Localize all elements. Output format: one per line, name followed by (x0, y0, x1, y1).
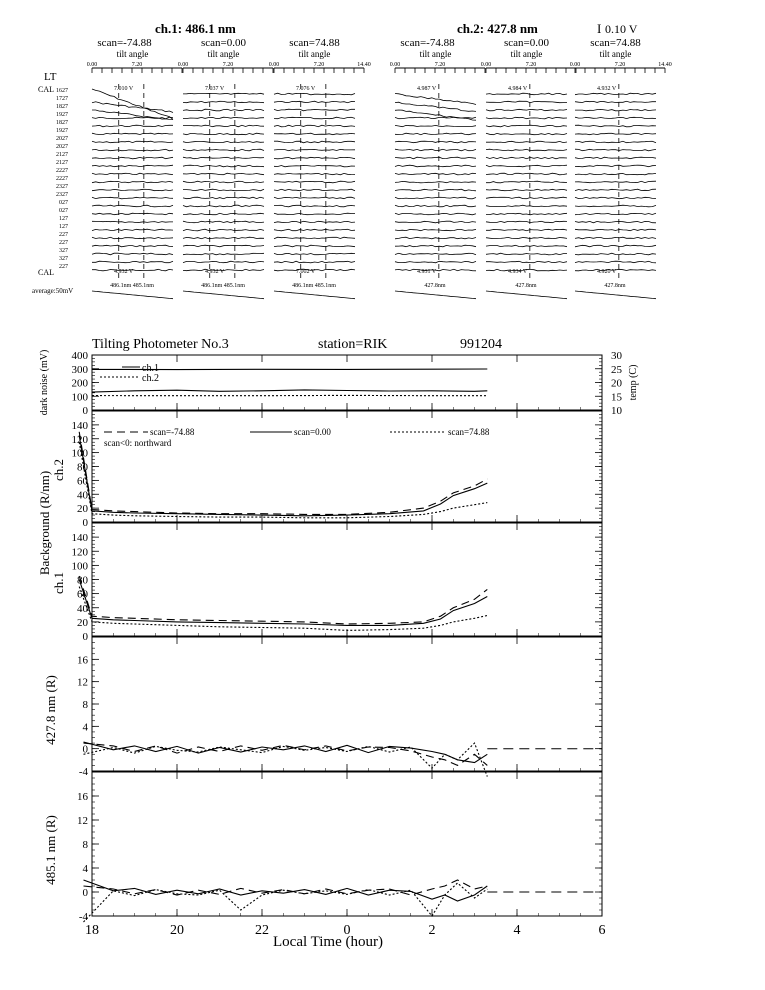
scan-trace (274, 173, 355, 174)
tilt-label: tilt angle (116, 49, 149, 59)
scan-trace (575, 261, 656, 263)
series-label: ch.1 (142, 363, 159, 374)
scan-trace (274, 157, 355, 159)
tilt-tick-label: 7.20 (614, 62, 626, 68)
scan-trace (486, 133, 567, 134)
scan-trace (183, 117, 264, 118)
tilt-label: tilt angle (599, 49, 632, 59)
y-tick-label: 12 (77, 815, 88, 827)
x-tick-label: 22 (255, 923, 269, 938)
y-tick-label: 8 (82, 699, 88, 711)
scan-trace (274, 205, 355, 207)
scan-trace (183, 133, 264, 135)
scan-trace (183, 173, 264, 175)
scan-trace (575, 133, 656, 134)
scan-trace (183, 253, 264, 255)
scan-trace (183, 229, 264, 231)
y-tick-label: 400 (71, 350, 88, 362)
tilt-tick-label: 7.20 (222, 62, 234, 68)
x-tick-label: 2 (428, 923, 436, 938)
x-tick-label: 4 (513, 923, 521, 938)
voltage-top: 4.987 V (417, 86, 437, 92)
scan-trace (274, 245, 355, 247)
series-line (84, 880, 488, 901)
scan-subpanel (178, 37, 273, 299)
y-axis-label: ch.1 (51, 571, 66, 595)
voltage-bottom: 7.002 V (296, 269, 316, 275)
scan-trace (274, 93, 355, 95)
y-axis-label: 485.1 nm (R) (43, 815, 58, 885)
filter-label: 427.8nm (604, 283, 626, 289)
scan-trace (183, 205, 264, 207)
y-tick-label: 200 (71, 377, 88, 390)
tilt-label: tilt angle (510, 49, 543, 59)
y-tick-label: 100 (71, 447, 88, 460)
filter-label: 427.8nm (424, 283, 446, 289)
scan-trace (395, 197, 476, 199)
hour-row-label: 127 (59, 224, 68, 230)
hour-row-label: 1827 (56, 104, 68, 110)
scan-trace (183, 109, 264, 111)
scan-trace (183, 165, 264, 167)
scan-trace (575, 221, 656, 222)
y-axis-label: ch.2 (51, 458, 66, 482)
scan-trace (395, 205, 476, 207)
y-tick-label: 80 (77, 574, 88, 587)
scan-label: scan=-74.88 (97, 37, 152, 49)
y-tick-label: 8 (82, 839, 88, 851)
legend (104, 427, 490, 448)
scan-trace (183, 93, 264, 94)
legend-scan1: scan=-74.88 (150, 427, 195, 437)
scan-trace (274, 213, 355, 215)
scan-trace (183, 157, 264, 159)
scan-trace (575, 157, 656, 159)
y2-tick-label: 10 (611, 405, 622, 417)
scan-trace (575, 205, 656, 207)
y-tick-label: 20 (77, 616, 88, 629)
y2-tick-label: 25 (611, 363, 622, 376)
series-line (79, 442, 487, 518)
y-tick-label: 60 (77, 588, 88, 601)
scan-trace (486, 165, 567, 167)
tilt-tick-label: 0.00 (268, 62, 280, 68)
scan-trace (92, 141, 173, 143)
ch1-title: ch.1: 486.1 nm (155, 21, 236, 36)
y-tick-label: 4 (82, 863, 88, 875)
scan-trace (486, 261, 567, 262)
scan-trace (92, 149, 173, 151)
tilt-tick-label: 7.20 (313, 62, 325, 68)
tilt-label: tilt angle (207, 49, 240, 59)
voltage-bottom: 4.934 V (508, 269, 528, 275)
scan-trace (274, 165, 355, 166)
tilt-tick-label: 7.20 (525, 62, 537, 68)
y-tick-label: 12 (77, 676, 88, 689)
scan-trace (274, 197, 355, 199)
scan-trace (395, 221, 476, 223)
scan-trace (92, 157, 173, 159)
y-tick-label: 60 (77, 475, 88, 488)
y2-axis-label: temp (C) (628, 364, 639, 401)
hour-row-label: 1927 (56, 128, 68, 134)
scan-subpanel (390, 37, 485, 299)
scan-trace (274, 181, 355, 183)
average-trace (486, 291, 567, 299)
scan-trace (395, 94, 476, 105)
hour-row-label: 2327 (56, 192, 68, 198)
scan-trace (274, 141, 355, 143)
series-label: ch.2 (142, 373, 159, 384)
scan-trace (575, 245, 656, 247)
y-tick-label: 0 (82, 631, 88, 643)
scan-trace (486, 229, 567, 230)
legend-scan3: scan=74.88 (448, 427, 490, 437)
x-tick-label: 0 (343, 923, 351, 938)
voltage-bottom: 4.920 V (597, 269, 617, 275)
lt-label: LT (44, 71, 57, 83)
scan-trace (486, 189, 567, 190)
scan-subpanel (570, 37, 672, 299)
scan-trace (92, 229, 173, 230)
scan-trace (575, 93, 656, 95)
scan-trace (183, 237, 264, 239)
scan-trace (395, 165, 476, 167)
hour-row-label: 2027 (56, 136, 68, 142)
panel-frame (92, 637, 602, 771)
chart-panel (43, 637, 602, 778)
scan-trace (92, 102, 173, 113)
y-tick-label: 20 (77, 503, 88, 516)
scan-trace (92, 253, 173, 255)
scan-trace (486, 213, 567, 215)
filter-label: 427.8nm (515, 283, 537, 289)
filter-label: 486.1nm 485.1nm (201, 283, 245, 289)
scan-trace (183, 149, 264, 151)
tilt-label: tilt angle (298, 49, 331, 59)
hour-row-label: 227 (59, 264, 68, 270)
scan-subpanel (269, 37, 371, 299)
filter-label: 486.1nm 485.1nm (110, 283, 154, 289)
scan-trace (183, 181, 264, 183)
hour-row-label: 2127 (56, 160, 68, 166)
average-label: average:50mV (32, 287, 74, 295)
xaxis-title: Local Time (hour) (273, 934, 383, 950)
x-tick-label: 20 (170, 923, 184, 938)
y-tick-label: 40 (77, 489, 88, 502)
scan-trace (575, 101, 656, 102)
voltage-bottom: 4.931 V (417, 269, 437, 275)
scan-subpanel (87, 37, 182, 299)
scan-trace (274, 101, 355, 103)
hour-row-label: 2227 (56, 168, 68, 174)
series-line (84, 742, 488, 763)
scan-trace (183, 261, 264, 263)
chart-panel (43, 772, 602, 923)
scan-trace (395, 189, 476, 191)
panel-frame (92, 355, 602, 410)
voltage-bottom: 4.932 V (205, 269, 225, 275)
x-tick-label: 18 (85, 923, 99, 938)
instrument-title: Tilting Photometer No.3 (92, 337, 229, 352)
y-axis-label: dark noise (mV) (39, 349, 50, 416)
scan-subpanel (481, 37, 576, 299)
scan-trace (395, 261, 476, 263)
ch2-title: ch.2: 427.8 nm (457, 21, 538, 36)
voltage-top: 4.984 V (508, 86, 528, 92)
average-trace (92, 291, 173, 299)
y-tick-label: 0 (82, 743, 88, 756)
y-tick-label: 120 (71, 546, 88, 559)
scan-trace (92, 125, 173, 127)
y-tick-label: 140 (71, 419, 88, 432)
scan-trace (183, 221, 264, 223)
scan-trace (92, 237, 173, 239)
hour-row-label: 2127 (56, 152, 68, 158)
y-axis-label: 427.8 nm (R) (43, 675, 58, 745)
scan-trace (395, 102, 476, 111)
hour-row-label: 027 (59, 208, 68, 214)
voltage-top: 4.932 V (597, 86, 617, 92)
scan-trace (274, 117, 355, 119)
scan-trace (575, 109, 656, 110)
scan-trace (575, 197, 656, 199)
hour-row-label: 127 (59, 216, 68, 222)
series-line (84, 743, 488, 765)
scan-trace (274, 189, 355, 191)
scan-trace (395, 229, 476, 230)
scan-trace (486, 125, 567, 127)
y-tick-label: 0 (82, 405, 88, 417)
scan-label: scan=74.88 (590, 37, 641, 49)
scan-trace (486, 101, 567, 103)
hour-row-label: 1727 (56, 96, 68, 102)
scan-trace (486, 197, 567, 199)
chart-panel (39, 350, 639, 417)
scan-trace (274, 261, 355, 263)
scan-trace (274, 149, 355, 150)
scan-trace (486, 157, 567, 159)
scan-trace (274, 133, 355, 135)
hour-row-label: 2027 (56, 144, 68, 150)
filter-label: 486.1nm 485.1nm (292, 283, 336, 289)
scan-trace (575, 117, 656, 118)
voltage-top: 7.037 V (205, 86, 225, 92)
y-tick-label: 140 (71, 532, 88, 545)
hour-row-label: 327 (59, 256, 68, 262)
tilt-tick-label: 0.00 (569, 62, 581, 68)
y-axis-label: Background (R/nm) (37, 470, 52, 576)
scan-trace (575, 229, 656, 230)
scan-trace (92, 165, 173, 167)
tilt-tick-label: 0.00 (389, 62, 401, 68)
y-tick-label: 120 (71, 433, 88, 446)
scan-trace (395, 149, 476, 151)
scan-trace (486, 93, 567, 95)
scan-trace (92, 261, 173, 263)
tilt-tick-label: 14.40 (658, 62, 672, 68)
scan-trace (486, 149, 567, 151)
voltage-top: 7.076 V (296, 86, 316, 92)
scan-trace (486, 245, 567, 246)
hour-row-label: 1927 (56, 112, 68, 118)
scan-trace (486, 237, 567, 238)
scan-trace (575, 173, 656, 174)
hour-row-label: 1827 (56, 120, 68, 126)
scan-trace (183, 189, 264, 191)
y-tick-label: 0 (82, 887, 88, 899)
scan-trace (575, 189, 656, 190)
scan-trace (274, 125, 355, 127)
tilt-label: tilt angle (419, 49, 452, 59)
scan-label: scan=0.00 (201, 37, 246, 49)
scan-trace (575, 149, 656, 151)
series-line (79, 580, 487, 626)
hour-row-label: 027 (59, 200, 68, 206)
y2-tick-label: 15 (611, 391, 622, 404)
average-trace (274, 291, 355, 299)
scan-trace (486, 117, 567, 119)
scan-trace (92, 213, 173, 215)
scan-trace (183, 141, 264, 142)
scan-trace (274, 229, 355, 231)
hour-row-label: 227 (59, 232, 68, 238)
scan-trace (183, 101, 264, 102)
scan-trace (183, 125, 264, 127)
scan-trace (92, 189, 173, 190)
scan-trace (486, 221, 567, 222)
scan-trace (274, 109, 355, 111)
scan-trace (486, 205, 567, 206)
tilt-tick-label: 7.20 (131, 62, 143, 68)
hour-row-label: 2227 (56, 176, 68, 182)
scale-bar-icon: I (597, 21, 602, 36)
cal-label-bottom: CAL (38, 268, 54, 277)
scan-trace (575, 165, 656, 167)
scan-trace (575, 141, 656, 143)
scan-trace (486, 253, 567, 255)
scan-trace (575, 125, 656, 127)
series-line (92, 390, 487, 392)
hour-row-label: 327 (59, 248, 68, 254)
hour-row-label: 2327 (56, 184, 68, 190)
raw-scan-panel (32, 21, 672, 299)
station-label: station=RIK (318, 337, 388, 352)
y-tick-label: 300 (71, 363, 88, 376)
voltage-bottom: 4.932 V (114, 269, 134, 275)
series-line (79, 576, 487, 624)
scan-trace (395, 141, 476, 143)
scan-trace (575, 253, 656, 255)
scan-trace (395, 133, 476, 135)
scan-trace (92, 245, 173, 247)
x-tick-label: 6 (598, 923, 606, 938)
scan-label: scan=-74.88 (400, 37, 455, 49)
legend-scan2: scan=0.00 (294, 427, 331, 437)
scan-trace (486, 141, 567, 142)
scan-trace (183, 213, 264, 214)
scan-trace (92, 197, 173, 199)
tilt-tick-label: 0.00 (86, 62, 98, 68)
date-label: 991204 (460, 337, 502, 352)
scan-trace (575, 181, 656, 183)
scan-trace (486, 109, 567, 111)
y-tick-label: -4 (78, 911, 88, 923)
average-trace (395, 291, 476, 299)
scan-trace (92, 181, 173, 182)
scan-trace (486, 181, 567, 183)
scan-label: scan=0.00 (504, 37, 549, 49)
scan-trace (92, 205, 173, 207)
scan-trace (92, 221, 173, 222)
tilt-tick-label: 14.40 (357, 62, 371, 68)
scan-trace (92, 173, 173, 174)
scan-subpanels (87, 37, 672, 299)
hour-row-label: 227 (59, 240, 68, 246)
scan-trace (395, 237, 476, 239)
tilt-tick-label: 7.20 (434, 62, 446, 68)
y2-tick-label: 30 (611, 350, 622, 362)
legend-note: scan<0: northward (104, 438, 172, 448)
scan-trace (395, 253, 476, 254)
y-tick-label: 100 (71, 391, 88, 404)
scan-trace (575, 237, 656, 239)
y2-tick-label: 20 (611, 377, 622, 390)
scan-trace (395, 213, 476, 215)
scan-trace (274, 237, 355, 239)
voltage-top: 7.010 V (114, 86, 134, 92)
scan-trace (395, 125, 476, 126)
scan-trace (92, 133, 173, 134)
cal-label-top: CAL (38, 85, 54, 94)
y-tick-label: -4 (78, 766, 88, 778)
tilt-tick-label: 0.00 (177, 62, 189, 68)
y-tick-label: 16 (77, 654, 88, 667)
scan-trace (395, 181, 476, 182)
average-trace (575, 291, 656, 299)
y-tick-label: 40 (77, 602, 88, 615)
scan-label: scan=74.88 (289, 37, 340, 49)
y-tick-label: 16 (77, 791, 88, 803)
scan-trace (183, 197, 264, 199)
scan-trace (274, 221, 355, 222)
scale-bar-label: 0.10 V (605, 22, 638, 36)
y-tick-label: 80 (77, 461, 88, 474)
y-tick-label: 4 (82, 721, 88, 734)
scan-trace (486, 173, 567, 175)
average-trace (183, 291, 264, 299)
chart-panel (51, 523, 602, 643)
tilt-tick-label: 0.00 (480, 62, 492, 68)
scan-trace (395, 245, 476, 247)
y-tick-label: 0 (82, 517, 88, 529)
hour-row-labels (56, 88, 68, 270)
scan-trace (395, 173, 476, 175)
scan-trace (183, 245, 264, 247)
y-tick-label: 100 (71, 560, 88, 573)
hour-row-label: 1627 (56, 88, 68, 94)
scan-trace (395, 157, 476, 159)
scan-trace (274, 253, 355, 254)
scan-trace (575, 213, 656, 214)
